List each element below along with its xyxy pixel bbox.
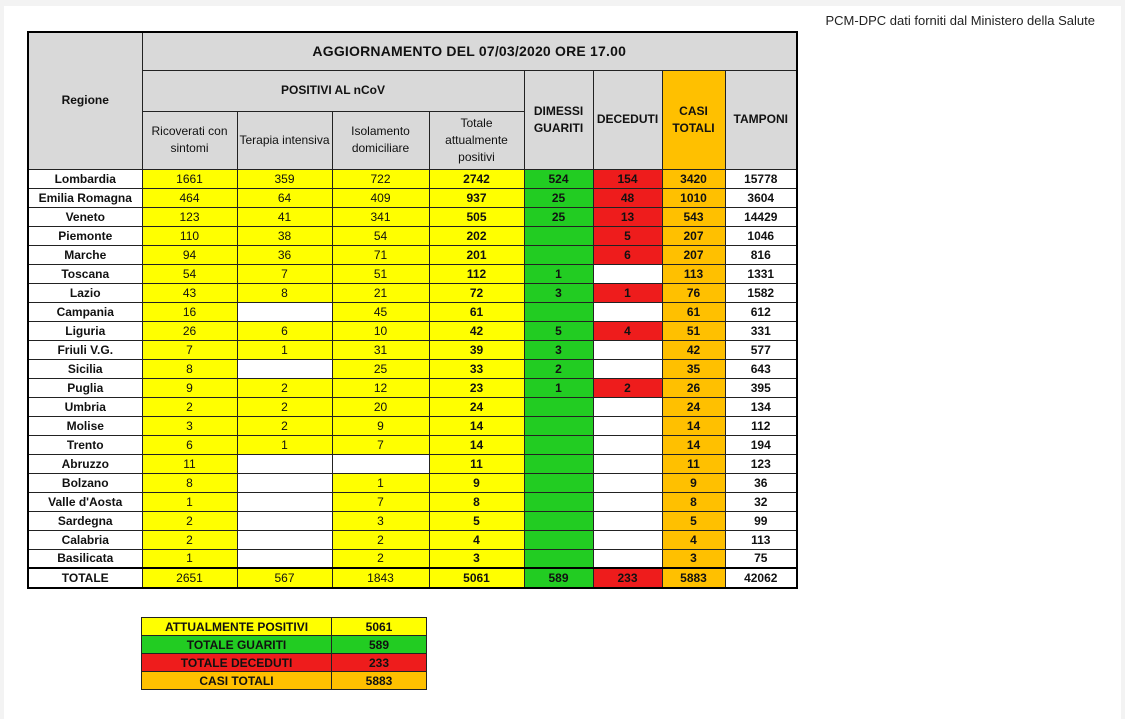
cell-terapia xyxy=(237,473,332,492)
cell-deceduti xyxy=(593,492,662,511)
summary-label: CASI TOTALI xyxy=(142,672,332,690)
cell-totale: 33 xyxy=(429,359,524,378)
cell-terapia xyxy=(237,302,332,321)
cell-totale: 39 xyxy=(429,340,524,359)
cell-dimessi: 3 xyxy=(524,340,593,359)
cell-deceduti: 2 xyxy=(593,378,662,397)
cell-casi: 35 xyxy=(662,359,725,378)
cell-terapia: 1 xyxy=(237,435,332,454)
total-totale: 5061 xyxy=(429,568,524,588)
cell-ricoverati: 1 xyxy=(142,549,237,568)
cell-regione: Sardegna xyxy=(28,511,142,530)
total-ricoverati: 2651 xyxy=(142,568,237,588)
cell-tamponi: 113 xyxy=(725,530,797,549)
table-row xyxy=(28,283,797,302)
cell-isolamento: 1 xyxy=(332,473,429,492)
cell-totale: 3 xyxy=(429,549,524,568)
cell-dimessi xyxy=(524,435,593,454)
cell-casi: 3420 xyxy=(662,169,725,188)
cell-isolamento: 722 xyxy=(332,169,429,188)
summary-row xyxy=(142,636,427,654)
cell-ricoverati: 16 xyxy=(142,302,237,321)
cell-regione: Puglia xyxy=(28,378,142,397)
cell-casi: 207 xyxy=(662,245,725,264)
cell-deceduti: 4 xyxy=(593,321,662,340)
cell-tamponi: 36 xyxy=(725,473,797,492)
cell-terapia: 38 xyxy=(237,226,332,245)
table-row xyxy=(28,321,797,340)
cell-isolamento: 25 xyxy=(332,359,429,378)
cell-ricoverati: 2 xyxy=(142,397,237,416)
cell-totale: 2742 xyxy=(429,169,524,188)
cell-deceduti xyxy=(593,397,662,416)
cell-terapia: 64 xyxy=(237,188,332,207)
cell-dimessi: 3 xyxy=(524,283,593,302)
cell-dimessi xyxy=(524,530,593,549)
cell-regione: Friuli V.G. xyxy=(28,340,142,359)
cell-ricoverati: 3 xyxy=(142,416,237,435)
header-tamponi: TAMPONI xyxy=(725,70,797,169)
total-terapia: 567 xyxy=(237,568,332,588)
cell-dimessi: 524 xyxy=(524,169,593,188)
summary-row xyxy=(142,672,427,690)
cell-tamponi: 112 xyxy=(725,416,797,435)
total-regione: TOTALE xyxy=(28,568,142,588)
cell-casi: 11 xyxy=(662,454,725,473)
cell-totale: 72 xyxy=(429,283,524,302)
cell-terapia xyxy=(237,454,332,473)
cell-tamponi: 32 xyxy=(725,492,797,511)
cell-tamponi: 123 xyxy=(725,454,797,473)
cell-regione: Bolzano xyxy=(28,473,142,492)
cell-dimessi: 5 xyxy=(524,321,593,340)
cell-tamponi: 1331 xyxy=(725,264,797,283)
cell-ricoverati: 94 xyxy=(142,245,237,264)
table-row xyxy=(28,473,797,492)
cell-ricoverati: 464 xyxy=(142,188,237,207)
table-row xyxy=(28,378,797,397)
cell-totale: 112 xyxy=(429,264,524,283)
cell-casi: 51 xyxy=(662,321,725,340)
summary-label: TOTALE DECEDUTI xyxy=(142,654,332,672)
cell-dimessi xyxy=(524,492,593,511)
header-regione: Regione xyxy=(28,32,142,169)
cell-deceduti xyxy=(593,454,662,473)
cell-ricoverati: 2 xyxy=(142,530,237,549)
cell-totale: 202 xyxy=(429,226,524,245)
summary-table xyxy=(141,617,427,690)
total-isolamento: 1843 xyxy=(332,568,429,588)
cell-totale: 42 xyxy=(429,321,524,340)
cell-totale: 14 xyxy=(429,416,524,435)
cell-deceduti xyxy=(593,359,662,378)
table-row xyxy=(28,207,797,226)
total-tamponi: 42062 xyxy=(725,568,797,588)
cell-regione: Toscana xyxy=(28,264,142,283)
cell-deceduti xyxy=(593,473,662,492)
cell-dimessi xyxy=(524,473,593,492)
table-row xyxy=(28,397,797,416)
cell-tamponi: 1046 xyxy=(725,226,797,245)
cell-tamponi: 134 xyxy=(725,397,797,416)
cell-tamponi: 194 xyxy=(725,435,797,454)
cell-terapia: 2 xyxy=(237,416,332,435)
cell-totale: 201 xyxy=(429,245,524,264)
cell-ricoverati: 2 xyxy=(142,511,237,530)
summary-value: 5061 xyxy=(332,618,427,636)
cell-totale: 24 xyxy=(429,397,524,416)
cell-ricoverati: 6 xyxy=(142,435,237,454)
summary-row xyxy=(142,654,427,672)
cell-isolamento: 12 xyxy=(332,378,429,397)
cell-tamponi: 75 xyxy=(725,549,797,568)
cell-terapia: 2 xyxy=(237,378,332,397)
cell-casi: 1010 xyxy=(662,188,725,207)
cell-deceduti xyxy=(593,530,662,549)
cell-isolamento: 9 xyxy=(332,416,429,435)
cell-ricoverati: 9 xyxy=(142,378,237,397)
table-row xyxy=(28,359,797,378)
cell-regione: Trento xyxy=(28,435,142,454)
total-dimessi: 589 xyxy=(524,568,593,588)
cell-dimessi xyxy=(524,245,593,264)
summary-value: 233 xyxy=(332,654,427,672)
cell-casi: 207 xyxy=(662,226,725,245)
table-row xyxy=(28,169,797,188)
cell-tamponi: 3604 xyxy=(725,188,797,207)
header-ricoverati: Ricoverati con sintomi xyxy=(142,111,237,169)
cell-casi: 42 xyxy=(662,340,725,359)
cell-totale: 8 xyxy=(429,492,524,511)
cell-deceduti: 48 xyxy=(593,188,662,207)
cell-terapia xyxy=(237,359,332,378)
cell-terapia: 7 xyxy=(237,264,332,283)
header-deceduti: DECEDUTI xyxy=(593,70,662,169)
cell-dimessi: 25 xyxy=(524,207,593,226)
cell-terapia xyxy=(237,549,332,568)
cell-regione: Calabria xyxy=(28,530,142,549)
cell-regione: Lazio xyxy=(28,283,142,302)
cell-tamponi: 331 xyxy=(725,321,797,340)
cell-deceduti xyxy=(593,435,662,454)
header-casi: CASI TOTALI xyxy=(662,70,725,169)
cell-casi: 3 xyxy=(662,549,725,568)
table-body xyxy=(28,169,797,588)
cell-isolamento: 341 xyxy=(332,207,429,226)
cell-deceduti xyxy=(593,549,662,568)
cell-tamponi: 1582 xyxy=(725,283,797,302)
cell-terapia: 36 xyxy=(237,245,332,264)
summary-label: ATTUALMENTE POSITIVI xyxy=(142,618,332,636)
cell-totale: 5 xyxy=(429,511,524,530)
cell-regione: Emilia Romagna xyxy=(28,188,142,207)
cell-casi: 5 xyxy=(662,511,725,530)
cell-totale: 11 xyxy=(429,454,524,473)
cell-ricoverati: 110 xyxy=(142,226,237,245)
cell-casi: 61 xyxy=(662,302,725,321)
cell-dimessi: 1 xyxy=(524,264,593,283)
table-row xyxy=(28,226,797,245)
table-row xyxy=(28,549,797,568)
cell-terapia: 1 xyxy=(237,340,332,359)
cell-isolamento: 31 xyxy=(332,340,429,359)
header-dimessi: DIMESSI GUARITI xyxy=(524,70,593,169)
header-update-title: AGGIORNAMENTO DEL 07/03/2020 ORE 17.00 xyxy=(142,32,797,70)
cell-regione: Piemonte xyxy=(28,226,142,245)
cell-isolamento: 51 xyxy=(332,264,429,283)
cell-casi: 14 xyxy=(662,435,725,454)
cell-tamponi: 14429 xyxy=(725,207,797,226)
table-row xyxy=(28,416,797,435)
cell-tamponi: 816 xyxy=(725,245,797,264)
cell-casi: 4 xyxy=(662,530,725,549)
cell-tamponi: 15778 xyxy=(725,169,797,188)
cell-dimessi: 2 xyxy=(524,359,593,378)
cell-terapia xyxy=(237,492,332,511)
table-row xyxy=(28,454,797,473)
cell-ricoverati: 54 xyxy=(142,264,237,283)
cell-casi: 9 xyxy=(662,473,725,492)
table-row xyxy=(28,188,797,207)
cell-isolamento: 3 xyxy=(332,511,429,530)
cell-ricoverati: 7 xyxy=(142,340,237,359)
cell-terapia: 359 xyxy=(237,169,332,188)
cell-totale: 23 xyxy=(429,378,524,397)
cell-isolamento: 45 xyxy=(332,302,429,321)
cell-isolamento: 10 xyxy=(332,321,429,340)
cell-totale: 14 xyxy=(429,435,524,454)
cell-tamponi: 99 xyxy=(725,511,797,530)
cell-casi: 24 xyxy=(662,397,725,416)
cell-terapia xyxy=(237,511,332,530)
cell-dimessi xyxy=(524,302,593,321)
cell-tamponi: 612 xyxy=(725,302,797,321)
cell-totale: 505 xyxy=(429,207,524,226)
cell-casi: 76 xyxy=(662,283,725,302)
summary-label: TOTALE GUARITI xyxy=(142,636,332,654)
cell-regione: Campania xyxy=(28,302,142,321)
cell-totale: 4 xyxy=(429,530,524,549)
cell-totale: 61 xyxy=(429,302,524,321)
cell-regione: Sicilia xyxy=(28,359,142,378)
cell-tamponi: 395 xyxy=(725,378,797,397)
source-note: PCM-DPC dati forniti dal Ministero della Salute xyxy=(825,13,1095,28)
cell-terapia: 2 xyxy=(237,397,332,416)
cell-deceduti: 154 xyxy=(593,169,662,188)
cell-totale: 9 xyxy=(429,473,524,492)
cell-isolamento: 409 xyxy=(332,188,429,207)
cell-deceduti: 1 xyxy=(593,283,662,302)
cell-tamponi: 577 xyxy=(725,340,797,359)
cell-isolamento: 20 xyxy=(332,397,429,416)
cell-deceduti: 13 xyxy=(593,207,662,226)
cell-regione: Umbria xyxy=(28,397,142,416)
cell-dimessi: 1 xyxy=(524,378,593,397)
cell-dimessi xyxy=(524,397,593,416)
cell-deceduti xyxy=(593,511,662,530)
total-deceduti: 233 xyxy=(593,568,662,588)
cell-dimessi xyxy=(524,454,593,473)
cell-terapia: 41 xyxy=(237,207,332,226)
table-row xyxy=(28,302,797,321)
table-row xyxy=(28,435,797,454)
table-row xyxy=(28,264,797,283)
cell-deceduti xyxy=(593,264,662,283)
cell-regione: Marche xyxy=(28,245,142,264)
cell-deceduti: 5 xyxy=(593,226,662,245)
cell-regione: Molise xyxy=(28,416,142,435)
cell-deceduti xyxy=(593,340,662,359)
cell-casi: 26 xyxy=(662,378,725,397)
total-row xyxy=(28,568,797,588)
cell-ricoverati: 8 xyxy=(142,359,237,378)
cell-isolamento: 54 xyxy=(332,226,429,245)
cell-ricoverati: 123 xyxy=(142,207,237,226)
cell-isolamento: 2 xyxy=(332,530,429,549)
cell-terapia xyxy=(237,530,332,549)
header-isolamento: Isolamento domiciliare xyxy=(332,111,429,169)
header-positivi: POSITIVI AL nCoV xyxy=(142,70,524,111)
cell-casi: 543 xyxy=(662,207,725,226)
table-row xyxy=(28,511,797,530)
cell-regione: Abruzzo xyxy=(28,454,142,473)
summary-value: 589 xyxy=(332,636,427,654)
cell-deceduti xyxy=(593,416,662,435)
cell-dimessi xyxy=(524,549,593,568)
table-row xyxy=(28,492,797,511)
cell-isolamento: 21 xyxy=(332,283,429,302)
cell-regione: Valle d'Aosta xyxy=(28,492,142,511)
cell-regione: Liguria xyxy=(28,321,142,340)
summary-row xyxy=(142,618,427,636)
covid-regional-table xyxy=(27,31,798,589)
cell-terapia: 8 xyxy=(237,283,332,302)
cell-dimessi: 25 xyxy=(524,188,593,207)
table-row xyxy=(28,530,797,549)
cell-isolamento: 2 xyxy=(332,549,429,568)
cell-dimessi xyxy=(524,511,593,530)
cell-isolamento: 7 xyxy=(332,492,429,511)
cell-ricoverati: 26 xyxy=(142,321,237,340)
header-terapia: Terapia intensiva xyxy=(237,111,332,169)
cell-isolamento: 71 xyxy=(332,245,429,264)
cell-ricoverati: 1 xyxy=(142,492,237,511)
cell-dimessi xyxy=(524,226,593,245)
cell-regione: Basilicata xyxy=(28,549,142,568)
cell-tamponi: 643 xyxy=(725,359,797,378)
summary-value: 5883 xyxy=(332,672,427,690)
cell-casi: 8 xyxy=(662,492,725,511)
cell-ricoverati: 43 xyxy=(142,283,237,302)
cell-regione: Veneto xyxy=(28,207,142,226)
cell-ricoverati: 1661 xyxy=(142,169,237,188)
total-casi: 5883 xyxy=(662,568,725,588)
cell-terapia: 6 xyxy=(237,321,332,340)
header-totale-positivi: Totale attualmente positivi xyxy=(429,111,524,169)
cell-totale: 937 xyxy=(429,188,524,207)
table-row xyxy=(28,245,797,264)
cell-ricoverati: 8 xyxy=(142,473,237,492)
summary-body xyxy=(142,618,427,690)
cell-casi: 113 xyxy=(662,264,725,283)
cell-dimessi xyxy=(524,416,593,435)
cell-casi: 14 xyxy=(662,416,725,435)
cell-ricoverati: 11 xyxy=(142,454,237,473)
cell-deceduti: 6 xyxy=(593,245,662,264)
cell-isolamento xyxy=(332,454,429,473)
table-row xyxy=(28,340,797,359)
cell-regione: Lombardia xyxy=(28,169,142,188)
cell-isolamento: 7 xyxy=(332,435,429,454)
cell-deceduti xyxy=(593,302,662,321)
